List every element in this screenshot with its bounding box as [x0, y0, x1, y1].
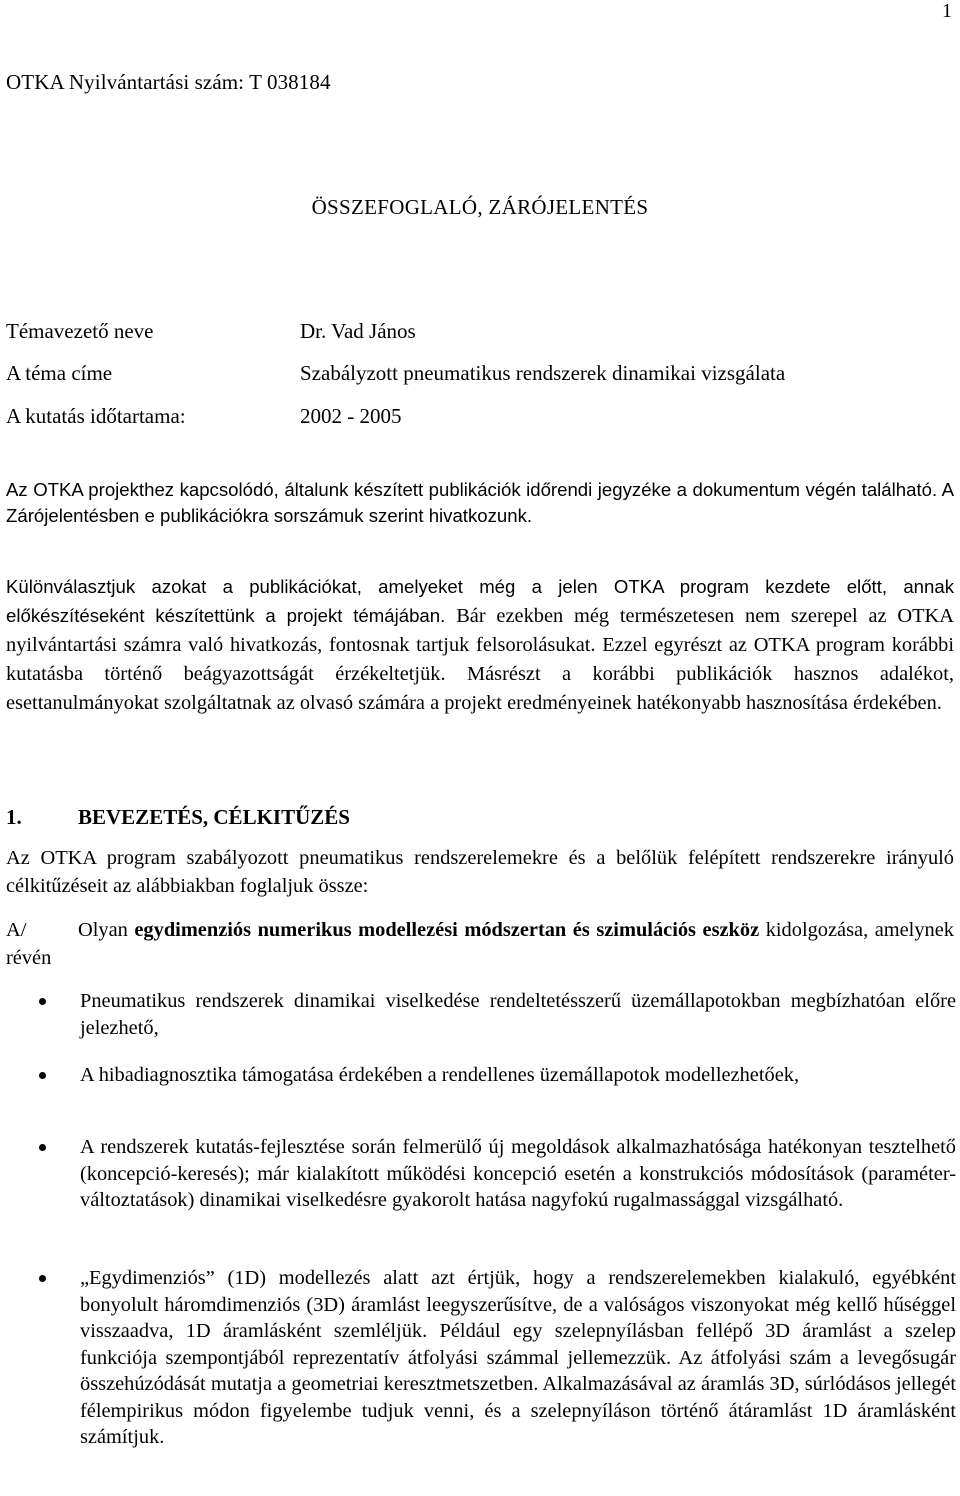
page-number: 1	[942, 0, 952, 22]
paragraph-separation-sans: Különválasztjuk azokat a publikációkat, amelyeket még a jelen OTKA program kezdete előtt, annak előkészítéseként készítettünk a projekt témájában.	[6, 576, 954, 626]
section-number: 1.	[6, 805, 22, 829]
list-item-text: A hibadiagnosztika támogatása érdekében a rendellenes üzemállapotok modellezhetőek,	[80, 1064, 800, 1086]
info-label: A kutatás időtartama:	[6, 404, 186, 428]
list-item-text: „Egydimenziós” (1D) modellezés alatt azt értjük, hogy a rendszerelemekben kialakuló, egyébként bonyolult háromdimenziós (3D) áramlást leegyszerűsítve, de a valóságos viszonyokat még kellő hűséggel visszaadva, 1D áramlásként szemléljük. Például egy szelepnyílásban fellépő 3D áramlást a szelep funkciója szempontjából reprezentatív átfolyási számmal jellemezzük. Az átfolyási szám a levegősugár összehúzódását mutatja a geometriai keresztmetszetben. Alkalmazásával az áramlás 3D, súrlódásos jellegét félempirikus módon figyelembe tudjuk venni, és a szelepnyíláson történő átáramlást 1D áramlásként számítjuk.	[80, 1267, 956, 1448]
info-value: 2002 - 2005	[300, 404, 402, 428]
paragraph-separation	[6, 572, 954, 718]
bullet-icon	[39, 998, 46, 1005]
list-item	[80, 1265, 956, 1451]
report-title	[0, 195, 960, 220]
bullet-icon	[39, 1144, 46, 1151]
bullet-icon	[39, 1275, 46, 1282]
item-a-label: A/	[6, 919, 27, 941]
item-a	[6, 916, 954, 972]
item-a-bold-text: egydimenziós numerikus modellezési módszertan és szimulációs eszköz	[134, 919, 760, 941]
list-item-text: A rendszerek kutatás-fejlesztése során felmerülő új megoldások alkalmazhatósága hatékonyan tesztelhető (koncepció-keresés); már kialakított működési koncepció esetén a konstrukciós módosítások (paraméter-változtatások) dinamikai viselkedésre gyakorolt hatása nagyfokú rugalmassággal vizsgálható.	[80, 1136, 956, 1211]
paragraph-separation-serif: Bár ezekben még természetesen nem szerepel az OTKA nyilvántartási számra való hivatkozás, fontosnak tartjuk felsorolásukat. Ezzel egyrészt az OTKA program korábbi kutatásba történő beágyazottságát érzékeltetjük. Másrészt a korábbi publikációk hasznos adalékot, esettanulmányokat szolgáltatnak az olvasó számára a projekt eredményeinek hatékonyabb hasznosítása érdekében.	[6, 605, 954, 714]
item-a-text-after: kidolgozása, amelynek révén	[6, 919, 954, 969]
list-item	[80, 988, 956, 1041]
info-label: A téma címe	[6, 361, 113, 385]
info-label: Témavezető neve	[6, 319, 154, 343]
report-title-text: ÖSSZEFOGLALÓ, ZÁRÓJELENTÉS	[311, 195, 649, 219]
paragraph-objectives: Az OTKA program szabályozott pneumatikus rendszerelemekre és a belőlük felépített rendszerekre irányuló célkitűzéseit az alábbiakban foglaljuk össze:	[6, 847, 954, 897]
paragraph-publications: Az OTKA projekthez kapcsolódó, általunk készített publikációk időrendi jegyzéke a dokumentum végén található. A Zárójelentésben e publikációkra sorszámuk szerint hivatkozunk.	[6, 479, 954, 526]
registration-number: OTKA Nyilvántartási szám: T 038184	[6, 70, 331, 94]
section-heading	[6, 805, 350, 830]
bullet-icon	[39, 1072, 46, 1079]
item-a-text-before: Olyan	[78, 919, 128, 941]
list-item-text: Pneumatikus rendszerek dinamikai viselkedése rendeltetésszerű üzemállapotokban megbízhatóan előre jelezhető,	[80, 990, 956, 1039]
list-item	[80, 1062, 956, 1089]
info-value: Szabályzott pneumatikus rendszerek dinamikai vizsgálata	[300, 361, 786, 385]
section-title: BEVEZETÉS, CÉLKITŰZÉS	[78, 805, 350, 829]
list-item	[80, 1134, 956, 1214]
info-value: Dr. Vad János	[300, 319, 416, 343]
